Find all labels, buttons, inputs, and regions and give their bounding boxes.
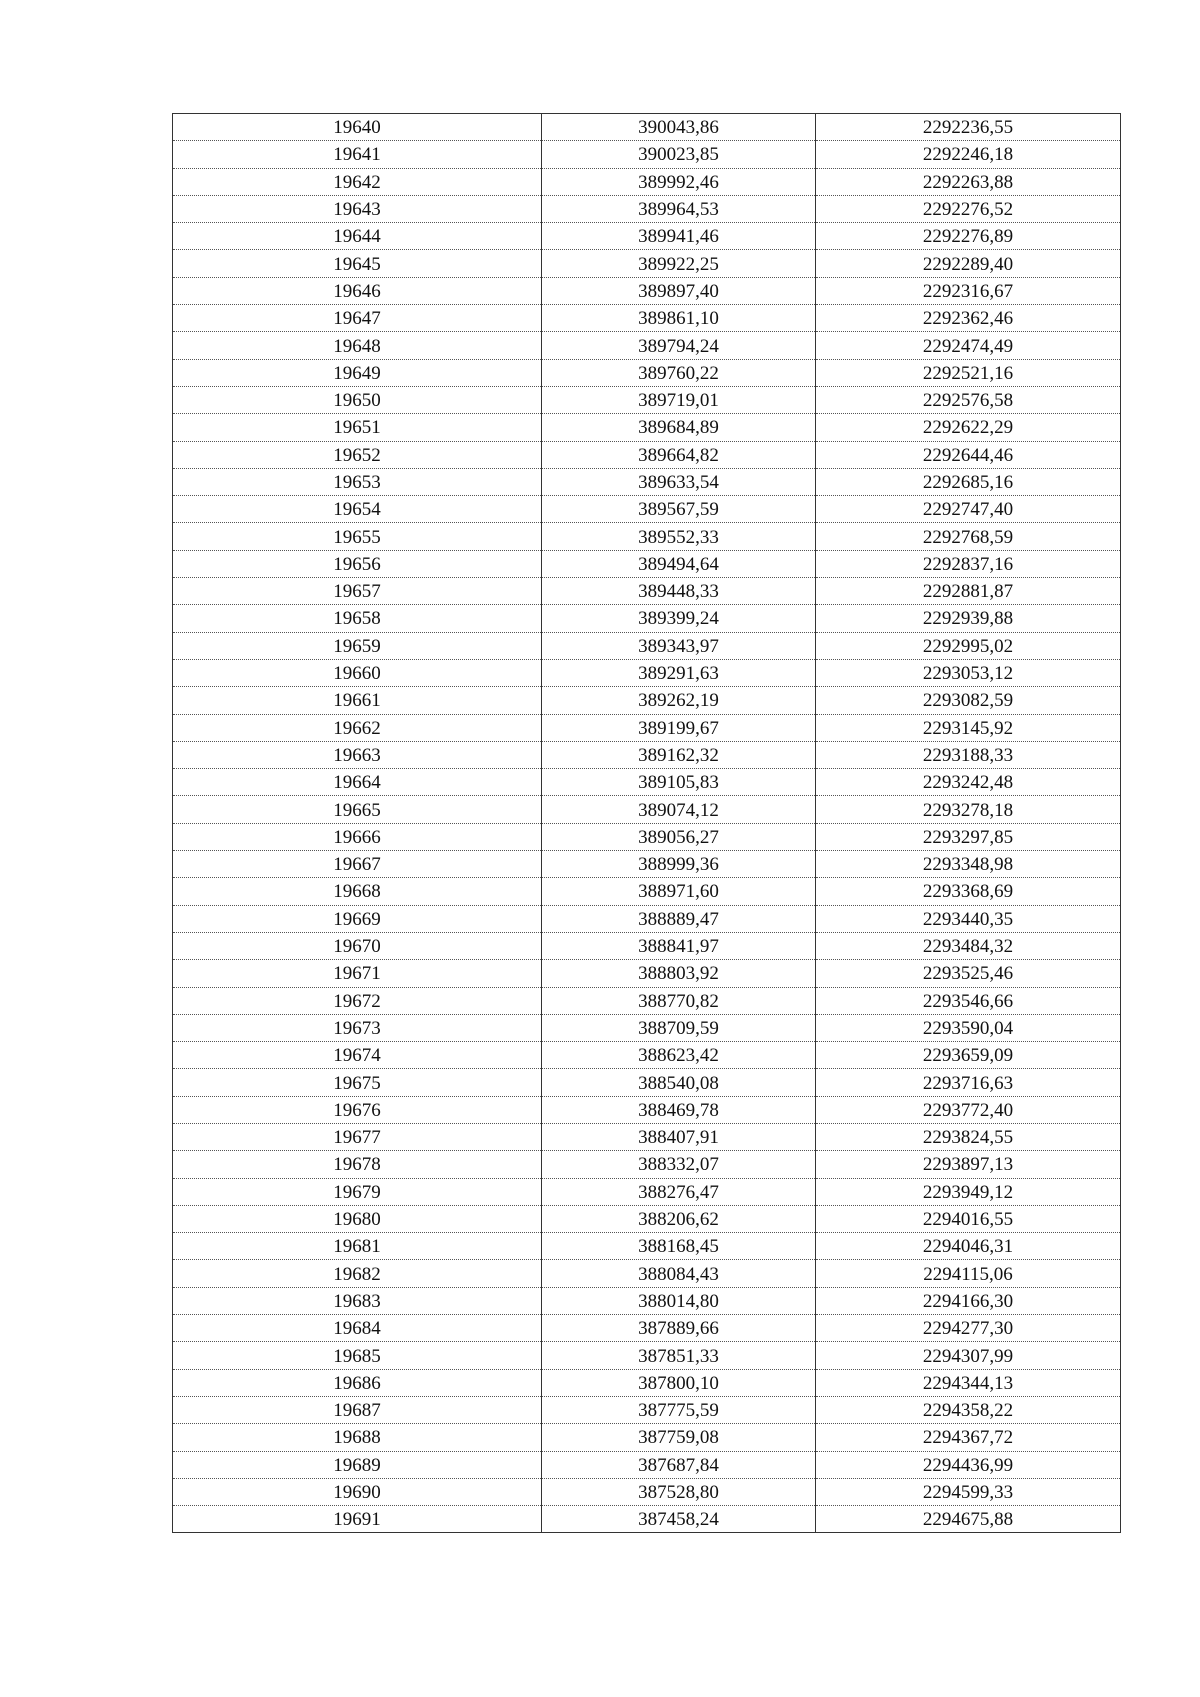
point-number-cell: 19640 (173, 114, 542, 141)
point-number-cell: 19671 (173, 960, 542, 987)
point-number-cell: 19679 (173, 1178, 542, 1205)
table-row (173, 250, 1121, 277)
table-row (173, 1260, 1121, 1287)
x-coordinate-cell: 390023,85 (542, 141, 816, 168)
point-number-cell: 19646 (173, 277, 542, 304)
y-coordinate-cell: 2292246,18 (816, 141, 1121, 168)
table-row (173, 1205, 1121, 1232)
table-row (173, 632, 1121, 659)
x-coordinate-cell: 389941,46 (542, 223, 816, 250)
y-coordinate-cell: 2293440,35 (816, 905, 1121, 932)
y-coordinate-cell: 2293278,18 (816, 796, 1121, 823)
point-number-cell: 19644 (173, 223, 542, 250)
y-coordinate-cell: 2294016,55 (816, 1205, 1121, 1232)
table-row (173, 1069, 1121, 1096)
point-number-cell: 19672 (173, 987, 542, 1014)
table-row (173, 114, 1121, 141)
point-number-cell: 19682 (173, 1260, 542, 1287)
point-number-cell: 19660 (173, 659, 542, 686)
point-number-cell: 19648 (173, 332, 542, 359)
table-row (173, 195, 1121, 222)
point-number-cell: 19676 (173, 1096, 542, 1123)
x-coordinate-cell: 389199,67 (542, 714, 816, 741)
x-coordinate-cell: 389074,12 (542, 796, 816, 823)
table-row (173, 496, 1121, 523)
y-coordinate-cell: 2293297,85 (816, 823, 1121, 850)
point-number-cell: 19668 (173, 878, 542, 905)
table-row (173, 769, 1121, 796)
point-number-cell: 19641 (173, 141, 542, 168)
y-coordinate-cell: 2292939,88 (816, 605, 1121, 632)
y-coordinate-cell: 2294166,30 (816, 1287, 1121, 1314)
table-row (173, 960, 1121, 987)
table-row (173, 987, 1121, 1014)
table-row (173, 277, 1121, 304)
point-number-cell: 19677 (173, 1123, 542, 1150)
x-coordinate-cell: 388803,92 (542, 960, 816, 987)
y-coordinate-cell: 2294675,88 (816, 1506, 1121, 1533)
y-coordinate-cell: 2292685,16 (816, 468, 1121, 495)
table-row (173, 468, 1121, 495)
table-row (173, 1424, 1121, 1451)
y-coordinate-cell: 2293484,32 (816, 932, 1121, 959)
y-coordinate-cell: 2293897,13 (816, 1151, 1121, 1178)
x-coordinate-cell: 388276,47 (542, 1178, 816, 1205)
point-number-cell: 19647 (173, 305, 542, 332)
point-number-cell: 19664 (173, 769, 542, 796)
point-number-cell: 19667 (173, 851, 542, 878)
table-row (173, 414, 1121, 441)
x-coordinate-cell: 388841,97 (542, 932, 816, 959)
table-row (173, 1478, 1121, 1505)
x-coordinate-cell: 389448,33 (542, 578, 816, 605)
y-coordinate-cell: 2293590,04 (816, 1014, 1121, 1041)
y-coordinate-cell: 2292316,67 (816, 277, 1121, 304)
x-coordinate-cell: 388889,47 (542, 905, 816, 932)
y-coordinate-cell: 2293242,48 (816, 769, 1121, 796)
table-row (173, 441, 1121, 468)
x-coordinate-cell: 389964,53 (542, 195, 816, 222)
table-row (173, 141, 1121, 168)
x-coordinate-cell: 389922,25 (542, 250, 816, 277)
table-row (173, 223, 1121, 250)
x-coordinate-cell: 387800,10 (542, 1369, 816, 1396)
y-coordinate-cell: 2292474,49 (816, 332, 1121, 359)
table-row (173, 1451, 1121, 1478)
point-number-cell: 19652 (173, 441, 542, 468)
y-coordinate-cell: 2292644,46 (816, 441, 1121, 468)
x-coordinate-cell: 389992,46 (542, 168, 816, 195)
y-coordinate-cell: 2294046,31 (816, 1233, 1121, 1260)
point-number-cell: 19645 (173, 250, 542, 277)
y-coordinate-cell: 2294358,22 (816, 1396, 1121, 1423)
table-row (173, 878, 1121, 905)
table-row (173, 687, 1121, 714)
y-coordinate-cell: 2294367,72 (816, 1424, 1121, 1451)
table-row (173, 1151, 1121, 1178)
x-coordinate-cell: 388540,08 (542, 1069, 816, 1096)
y-coordinate-cell: 2294599,33 (816, 1478, 1121, 1505)
x-coordinate-cell: 387775,59 (542, 1396, 816, 1423)
x-coordinate-cell: 389343,97 (542, 632, 816, 659)
x-coordinate-cell: 387851,33 (542, 1342, 816, 1369)
point-number-cell: 19650 (173, 386, 542, 413)
table-row (173, 605, 1121, 632)
y-coordinate-cell: 2293053,12 (816, 659, 1121, 686)
x-coordinate-cell: 387687,84 (542, 1451, 816, 1478)
y-coordinate-cell: 2293824,55 (816, 1123, 1121, 1150)
point-number-cell: 19662 (173, 714, 542, 741)
point-number-cell: 19684 (173, 1315, 542, 1342)
point-number-cell: 19669 (173, 905, 542, 932)
y-coordinate-cell: 2292521,16 (816, 359, 1121, 386)
x-coordinate-cell: 389861,10 (542, 305, 816, 332)
table-row (173, 1315, 1121, 1342)
point-number-cell: 19673 (173, 1014, 542, 1041)
y-coordinate-cell: 2293082,59 (816, 687, 1121, 714)
y-coordinate-cell: 2293368,69 (816, 878, 1121, 905)
x-coordinate-cell: 389719,01 (542, 386, 816, 413)
table-row (173, 905, 1121, 932)
table-row (173, 1233, 1121, 1260)
y-coordinate-cell: 2293348,98 (816, 851, 1121, 878)
point-number-cell: 19656 (173, 550, 542, 577)
table-row (173, 796, 1121, 823)
point-number-cell: 19685 (173, 1342, 542, 1369)
table-row (173, 1096, 1121, 1123)
x-coordinate-cell: 389399,24 (542, 605, 816, 632)
point-number-cell: 19654 (173, 496, 542, 523)
point-number-cell: 19659 (173, 632, 542, 659)
x-coordinate-cell: 387458,24 (542, 1506, 816, 1533)
point-number-cell: 19642 (173, 168, 542, 195)
y-coordinate-cell: 2292747,40 (816, 496, 1121, 523)
table-row (173, 1342, 1121, 1369)
table-row (173, 1014, 1121, 1041)
x-coordinate-cell: 388971,60 (542, 878, 816, 905)
y-coordinate-cell: 2292362,46 (816, 305, 1121, 332)
point-number-cell: 19643 (173, 195, 542, 222)
y-coordinate-cell: 2292768,59 (816, 523, 1121, 550)
point-number-cell: 19686 (173, 1369, 542, 1396)
y-coordinate-cell: 2293546,66 (816, 987, 1121, 1014)
table-row (173, 1178, 1121, 1205)
point-number-cell: 19687 (173, 1396, 542, 1423)
point-number-cell: 19663 (173, 741, 542, 768)
x-coordinate-cell: 389056,27 (542, 823, 816, 850)
table-row (173, 741, 1121, 768)
x-coordinate-cell: 387889,66 (542, 1315, 816, 1342)
x-coordinate-cell: 388014,80 (542, 1287, 816, 1314)
x-coordinate-cell: 389633,54 (542, 468, 816, 495)
y-coordinate-cell: 2294436,99 (816, 1451, 1121, 1478)
x-coordinate-cell: 389552,33 (542, 523, 816, 550)
point-number-cell: 19688 (173, 1424, 542, 1451)
y-coordinate-cell: 2292622,29 (816, 414, 1121, 441)
table-row (173, 550, 1121, 577)
y-coordinate-cell: 2292995,02 (816, 632, 1121, 659)
x-coordinate-cell: 388407,91 (542, 1123, 816, 1150)
y-coordinate-cell: 2293188,33 (816, 741, 1121, 768)
x-coordinate-cell: 389262,19 (542, 687, 816, 714)
point-number-cell: 19653 (173, 468, 542, 495)
y-coordinate-cell: 2294344,13 (816, 1369, 1121, 1396)
y-coordinate-cell: 2293772,40 (816, 1096, 1121, 1123)
x-coordinate-cell: 388999,36 (542, 851, 816, 878)
point-number-cell: 19678 (173, 1151, 542, 1178)
x-coordinate-cell: 388084,43 (542, 1260, 816, 1287)
point-number-cell: 19670 (173, 932, 542, 959)
table-row (173, 359, 1121, 386)
table-row (173, 1287, 1121, 1314)
point-number-cell: 19680 (173, 1205, 542, 1232)
point-number-cell: 19681 (173, 1233, 542, 1260)
table-row (173, 578, 1121, 605)
x-coordinate-cell: 388206,62 (542, 1205, 816, 1232)
table-row (173, 932, 1121, 959)
x-coordinate-cell: 389897,40 (542, 277, 816, 304)
table-row (173, 1042, 1121, 1069)
table-row (173, 851, 1121, 878)
x-coordinate-cell: 389794,24 (542, 332, 816, 359)
y-coordinate-cell: 2292236,55 (816, 114, 1121, 141)
table-row (173, 332, 1121, 359)
x-coordinate-cell: 389664,82 (542, 441, 816, 468)
x-coordinate-cell: 389162,32 (542, 741, 816, 768)
y-coordinate-cell: 2292881,87 (816, 578, 1121, 605)
x-coordinate-cell: 388770,82 (542, 987, 816, 1014)
x-coordinate-cell: 389105,83 (542, 769, 816, 796)
point-number-cell: 19689 (173, 1451, 542, 1478)
coordinates-table-body (173, 114, 1121, 1533)
x-coordinate-cell: 388332,07 (542, 1151, 816, 1178)
x-coordinate-cell: 388709,59 (542, 1014, 816, 1041)
table-row (173, 523, 1121, 550)
x-coordinate-cell: 388623,42 (542, 1042, 816, 1069)
y-coordinate-cell: 2292276,89 (816, 223, 1121, 250)
point-number-cell: 19683 (173, 1287, 542, 1314)
point-number-cell: 19651 (173, 414, 542, 441)
table-row (173, 1506, 1121, 1533)
table-row (173, 386, 1121, 413)
table-row (173, 823, 1121, 850)
x-coordinate-cell: 387528,80 (542, 1478, 816, 1505)
table-row (173, 1396, 1121, 1423)
y-coordinate-cell: 2293659,09 (816, 1042, 1121, 1069)
table-row (173, 1369, 1121, 1396)
coordinates-table (172, 113, 1121, 1533)
y-coordinate-cell: 2294115,06 (816, 1260, 1121, 1287)
point-number-cell: 19691 (173, 1506, 542, 1533)
y-coordinate-cell: 2293525,46 (816, 960, 1121, 987)
point-number-cell: 19655 (173, 523, 542, 550)
x-coordinate-cell: 388168,45 (542, 1233, 816, 1260)
point-number-cell: 19665 (173, 796, 542, 823)
y-coordinate-cell: 2292276,52 (816, 195, 1121, 222)
y-coordinate-cell: 2293145,92 (816, 714, 1121, 741)
point-number-cell: 19674 (173, 1042, 542, 1069)
y-coordinate-cell: 2294307,99 (816, 1342, 1121, 1369)
point-number-cell: 19658 (173, 605, 542, 632)
y-coordinate-cell: 2294277,30 (816, 1315, 1121, 1342)
x-coordinate-cell: 389760,22 (542, 359, 816, 386)
x-coordinate-cell: 388469,78 (542, 1096, 816, 1123)
y-coordinate-cell: 2292837,16 (816, 550, 1121, 577)
point-number-cell: 19661 (173, 687, 542, 714)
x-coordinate-cell: 389494,64 (542, 550, 816, 577)
x-coordinate-cell: 389291,63 (542, 659, 816, 686)
y-coordinate-cell: 2292576,58 (816, 386, 1121, 413)
point-number-cell: 19675 (173, 1069, 542, 1096)
x-coordinate-cell: 389567,59 (542, 496, 816, 523)
point-number-cell: 19666 (173, 823, 542, 850)
table-row (173, 1123, 1121, 1150)
table-row (173, 714, 1121, 741)
point-number-cell: 19690 (173, 1478, 542, 1505)
table-row (173, 168, 1121, 195)
y-coordinate-cell: 2293716,63 (816, 1069, 1121, 1096)
x-coordinate-cell: 389684,89 (542, 414, 816, 441)
y-coordinate-cell: 2293949,12 (816, 1178, 1121, 1205)
y-coordinate-cell: 2292289,40 (816, 250, 1121, 277)
y-coordinate-cell: 2292263,88 (816, 168, 1121, 195)
table-row (173, 659, 1121, 686)
point-number-cell: 19657 (173, 578, 542, 605)
x-coordinate-cell: 390043,86 (542, 114, 816, 141)
point-number-cell: 19649 (173, 359, 542, 386)
x-coordinate-cell: 387759,08 (542, 1424, 816, 1451)
table-row (173, 305, 1121, 332)
